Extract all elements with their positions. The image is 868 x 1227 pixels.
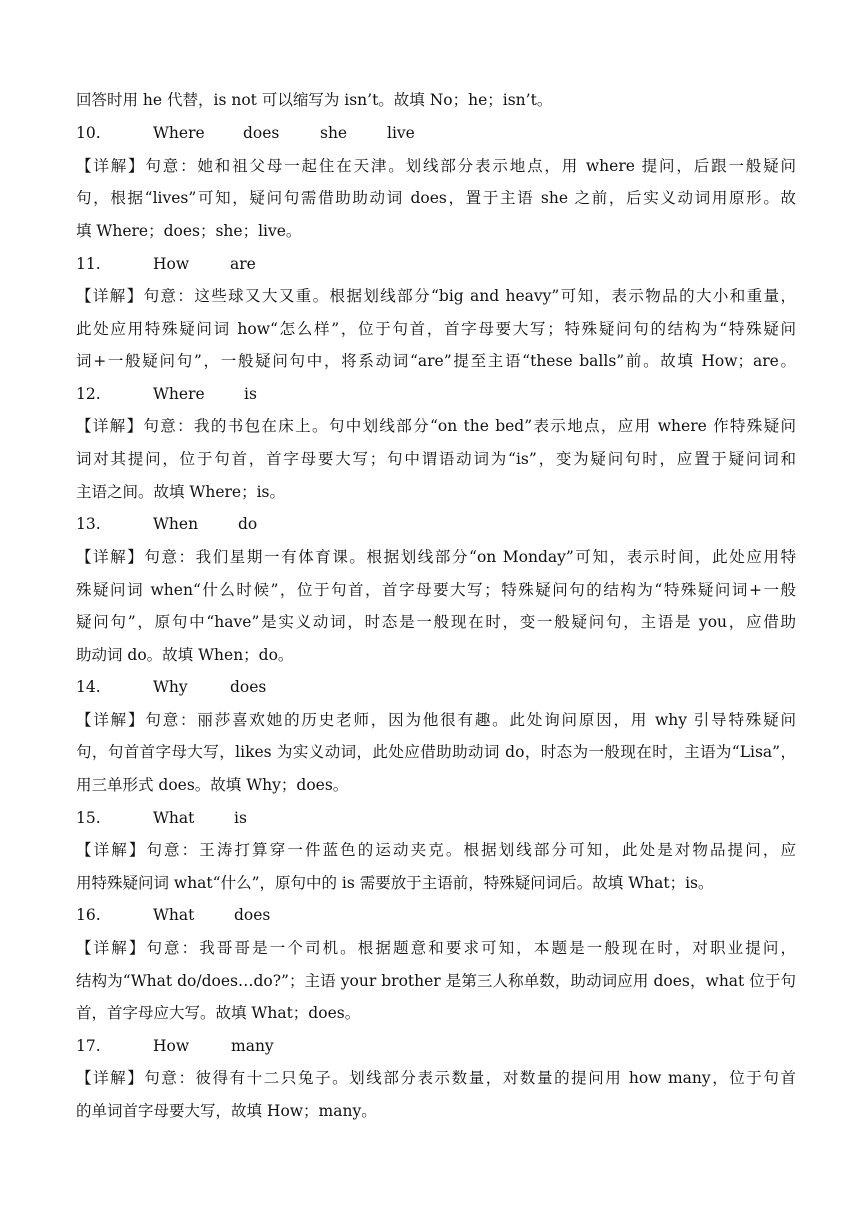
explanation-line: 结构为“What do/does…do?”；主语 your brother 是第三人称单数，助动词应用 does，what 位于句 bbox=[76, 972, 796, 990]
answer-word: Why bbox=[153, 678, 188, 696]
answer-line-16 bbox=[76, 905, 796, 925]
question-number: 12. bbox=[76, 385, 101, 403]
question-number: 16. bbox=[76, 906, 101, 924]
question-number: 15. bbox=[76, 809, 101, 827]
explanation-line: 【详解】句意：我们星期一有体育课。根据划线部分“on Monday”可知，表示时间，此处应用特 bbox=[76, 548, 796, 566]
answer-word: live bbox=[387, 124, 415, 142]
explanation-line: 用特殊疑问词 what“什么”，原句中的 is 需要放于主语前，特殊疑问词后。故填 What；is。 bbox=[76, 874, 714, 892]
answer-word: does bbox=[243, 124, 280, 142]
answer-word: are bbox=[230, 255, 256, 273]
explanation-line: 【详解】句意：这些球又大又重。根据划线部分“big and heavy”可知，表示物品的大小和重量， bbox=[76, 287, 796, 305]
explanation-line: 【详解】句意：王涛打算穿一件蓝色的运动夹克。根据划线部分可知，此处是对物品提问，应 bbox=[76, 841, 796, 859]
question-number: 13. bbox=[76, 515, 101, 533]
intro-line: 回答时用 he 代替，is not 可以缩写为 isn’t。故填 No；he；isn’t。 bbox=[76, 91, 553, 109]
answer-line-17 bbox=[76, 1036, 796, 1056]
answer-word: What bbox=[153, 906, 195, 924]
explanation-line: 用三单形式 does。故填 Why；does。 bbox=[76, 776, 349, 794]
question-number: 17. bbox=[76, 1037, 101, 1055]
answer-line-11 bbox=[76, 254, 796, 274]
answer-line-10 bbox=[76, 123, 796, 143]
answer-word: is bbox=[244, 385, 257, 403]
answer-word: Where bbox=[153, 385, 205, 403]
explanation-line: 【详解】句意：我哥哥是一个司机。根据题意和要求可知，本题是一般现在时，对职业提问， bbox=[76, 939, 796, 957]
answer-line-14 bbox=[76, 677, 796, 697]
explanation-line: 【详解】句意：彼得有十二只兔子。划线部分表示数量，对数量的提问用 how many，位于句首 bbox=[76, 1069, 796, 1087]
answer-word: is bbox=[234, 809, 247, 827]
answer-word: do bbox=[238, 515, 258, 533]
answer-word: does bbox=[234, 906, 271, 924]
explanation-line: 助动词 do。故填 When；do。 bbox=[76, 646, 294, 664]
answer-word: Where bbox=[153, 124, 205, 142]
answer-word: she bbox=[320, 124, 348, 142]
question-number: 11. bbox=[76, 255, 101, 273]
explanation-line: 殊疑问词 when“什么时候”，位于句首，首字母要大写；特殊疑问句的结构为“特殊疑问词+一般 bbox=[76, 581, 796, 599]
answer-line-15 bbox=[76, 808, 796, 828]
explanation-line: 首，首字母应大写。故填 What；does。 bbox=[76, 1004, 361, 1022]
explanation-line: 疑问句”，原句中“have”是实义动词，时态是一般现在时，变一般疑问句，主语是 you，应借助 bbox=[76, 613, 796, 631]
explanation-line: 填 Where；does；she；live。 bbox=[76, 222, 302, 240]
answer-word: What bbox=[153, 809, 195, 827]
explanation-line: 词+一般疑问句”，一般疑问句中，将系动词“are”提至主语“these balls”前。故填 How；are。 bbox=[76, 352, 796, 370]
answer-word: many bbox=[231, 1037, 274, 1055]
answer-word: How bbox=[153, 1037, 190, 1055]
answer-line-13 bbox=[76, 514, 796, 534]
explanation-line: 此处应用特殊疑问词 how“怎么样”，位于句首，首字母要大写；特殊疑问句的结构为“特殊疑问 bbox=[76, 320, 796, 338]
explanation-line: 词对其提问，位于句首，首字母要大写；句中谓语动词为“is”，变为疑问句时，应置于疑问词和 bbox=[76, 450, 796, 468]
answer-word: How bbox=[153, 255, 190, 273]
explanation-line: 【详解】句意：我的书包在床上。句中划线部分“on the bed”表示地点，应用 where 作特殊疑问 bbox=[76, 417, 796, 435]
question-number: 10. bbox=[76, 124, 101, 142]
explanation-line: 的单词首字母要大写，故填 How；many。 bbox=[76, 1102, 377, 1120]
answer-word: does bbox=[230, 678, 267, 696]
explanation-line: 【详解】句意：她和祖父母一起住在天津。划线部分表示地点，用 where 提问，后跟一般疑问 bbox=[76, 157, 796, 175]
question-number: 14. bbox=[76, 678, 101, 696]
explanation-line: 句，句首首字母大写，likes 为实义动词，此处应借助助动词 do，时态为一般现在时，主语为“Lisa”， bbox=[76, 743, 796, 761]
explanation-line: 主语之间。故填 Where；is。 bbox=[76, 483, 286, 501]
explanation-line: 句，根据“lives”可知，疑问句需借助助动词 does，置于主语 she 之前，后实义动词用原形。故 bbox=[76, 189, 796, 207]
answer-word: When bbox=[153, 515, 199, 533]
answer-line-12 bbox=[76, 384, 796, 404]
explanation-line: 【详解】句意：丽莎喜欢她的历史老师，因为他很有趣。此处询问原因，用 why 引导特殊疑问 bbox=[76, 711, 796, 729]
